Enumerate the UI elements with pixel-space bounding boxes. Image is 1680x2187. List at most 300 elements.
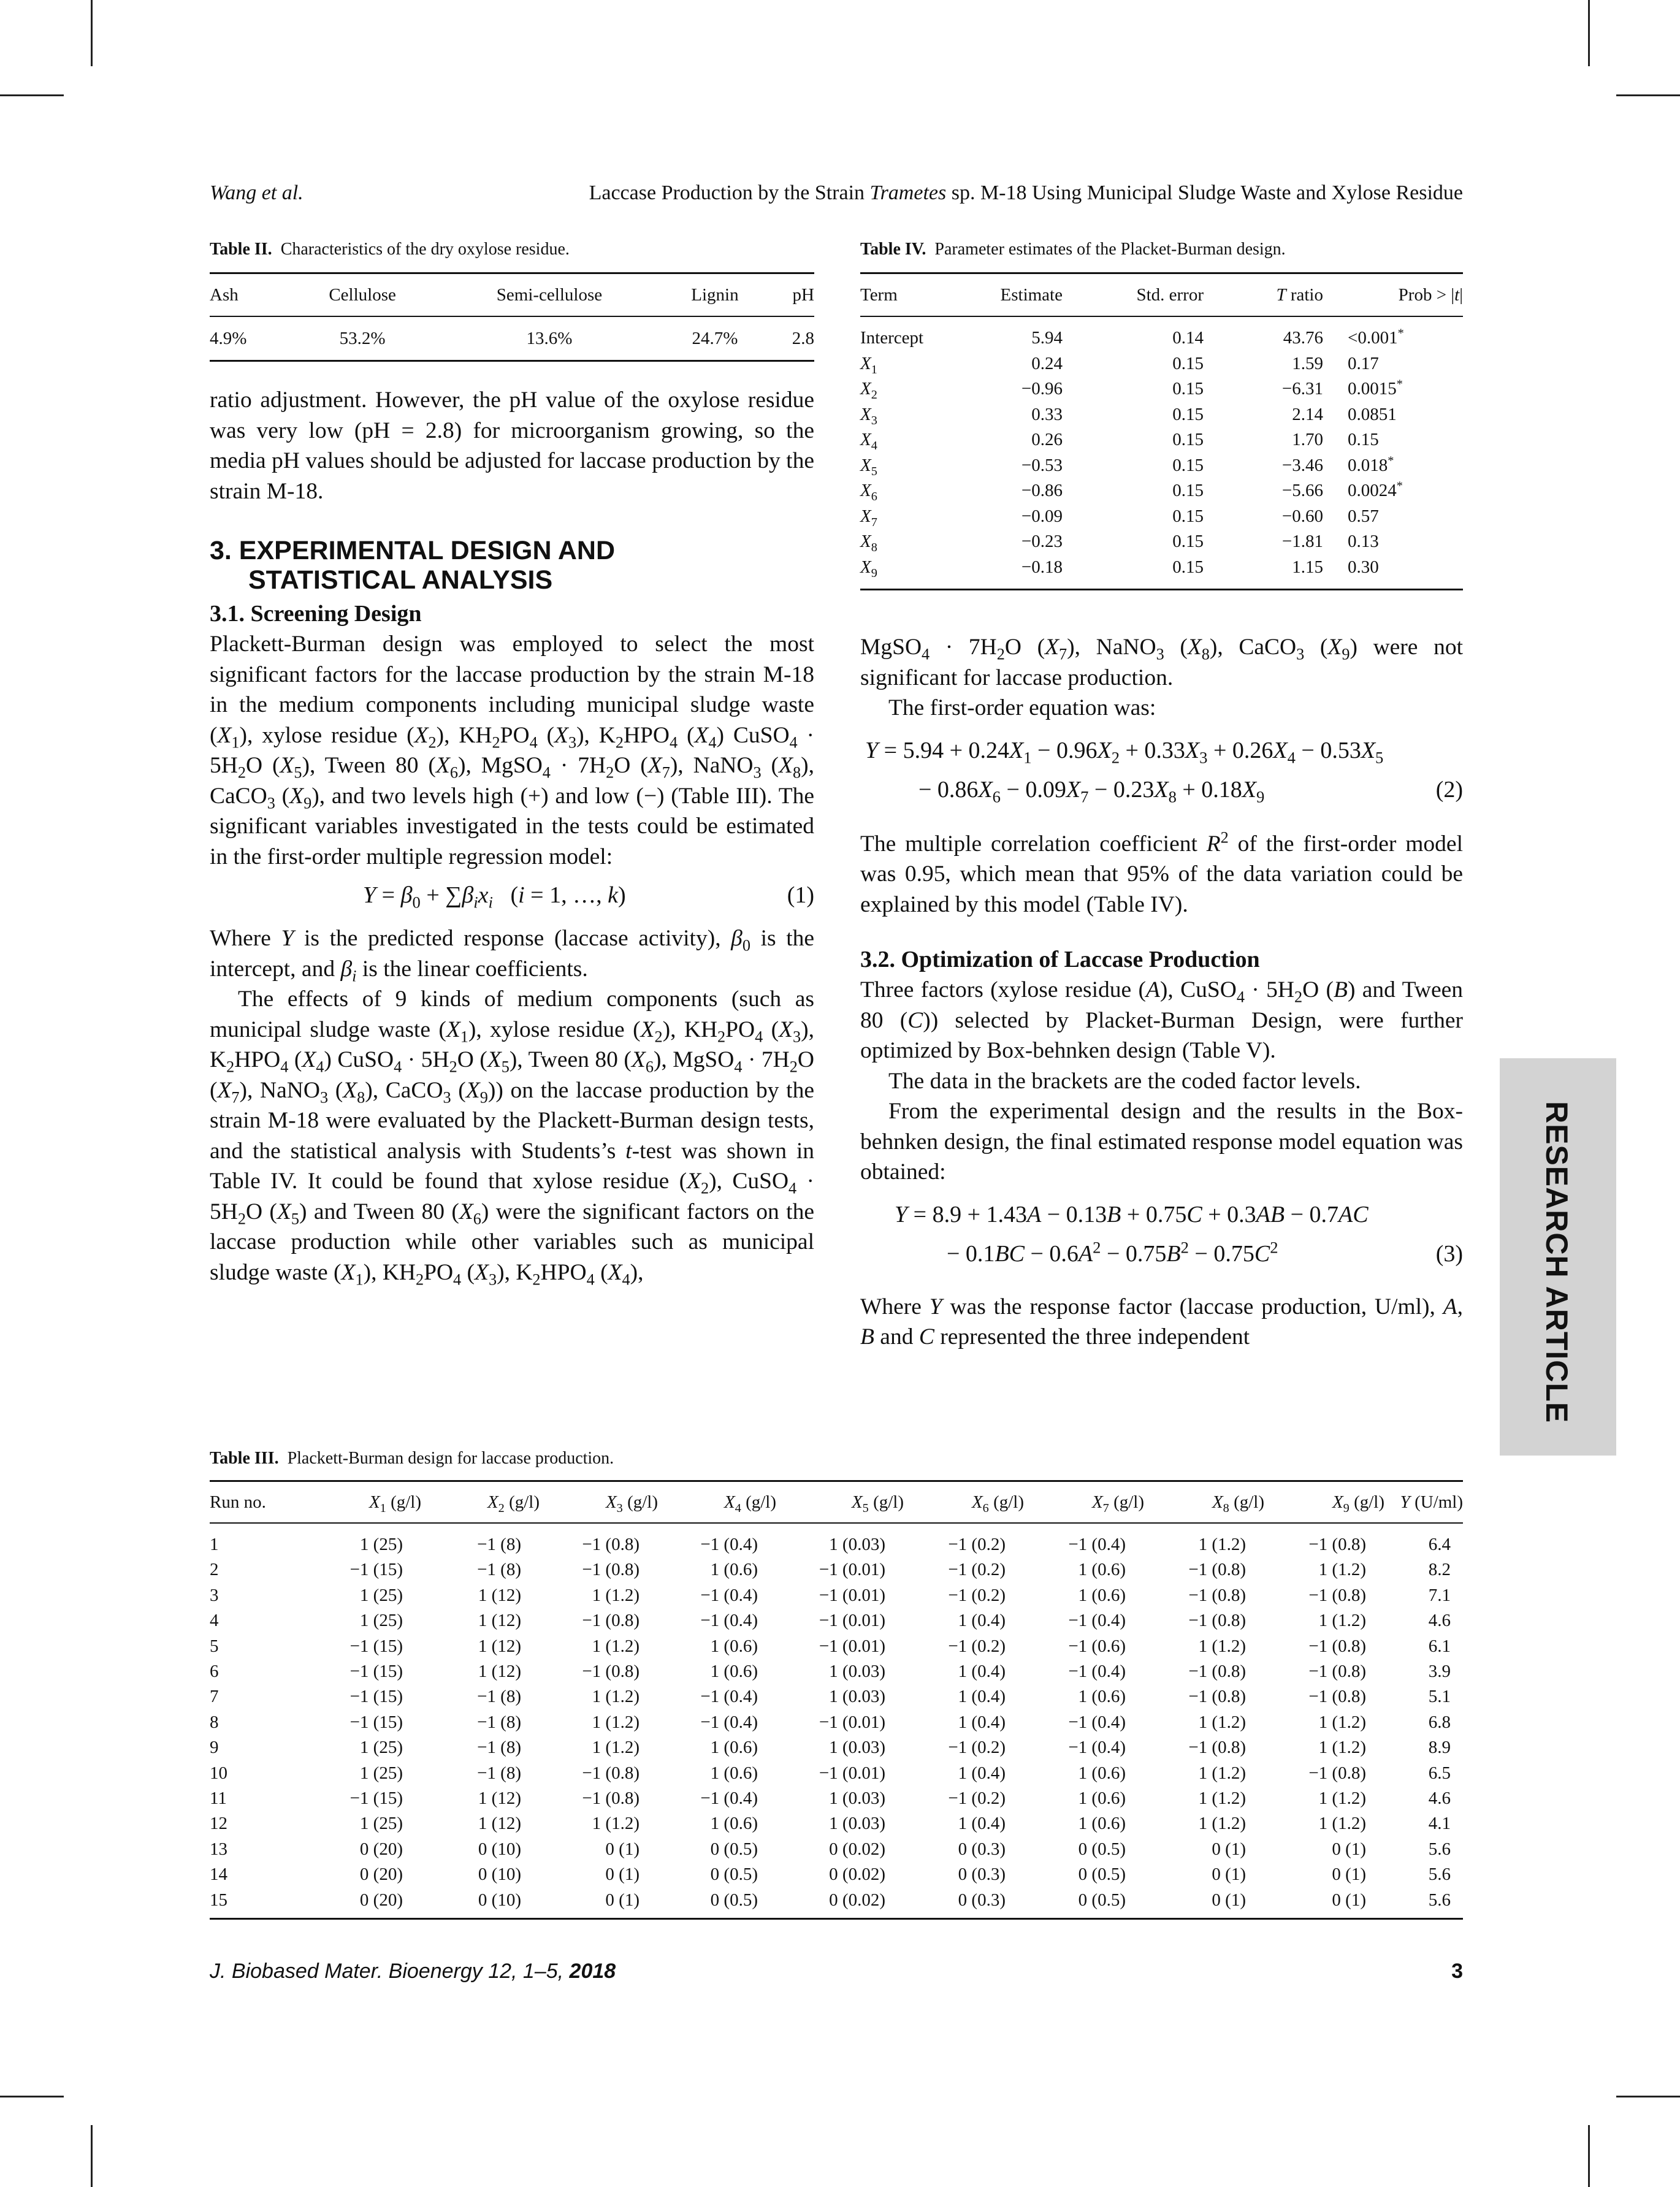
table3-cell: −1 (0.8) — [582, 1611, 640, 1631]
table3-cell: −1 (0.6) — [1068, 1636, 1126, 1656]
table3-cell: 11 — [210, 1788, 227, 1809]
crop-mark — [91, 2125, 93, 2187]
table3-cell: 1 (1.2) — [592, 1814, 640, 1834]
table3-cell: 10 — [210, 1763, 227, 1783]
table3-cell: 1 (1.2) — [1198, 1712, 1246, 1732]
table3-cell: −1 (0.01) — [819, 1611, 885, 1631]
coded-paragraph: The data in the brackets are the coded factor levels. — [888, 1068, 1361, 1094]
table3-col-header: $X_8$ (g/l) — [1212, 1492, 1264, 1515]
table3-cell: 1 (0.4) — [958, 1662, 1006, 1682]
table3-cell: 1 (1.2) — [1318, 1788, 1366, 1809]
page-number: 3 — [1451, 1960, 1463, 1983]
table4-cell: 0.0024* — [1348, 479, 1403, 500]
table3-cell: −1 (0.2) — [948, 1535, 1006, 1554]
table3-cell: 1 (0.4) — [958, 1814, 1006, 1834]
table3-cell: −1 (0.4) — [1068, 1712, 1126, 1732]
table3-cell: 0 (0.3) — [958, 1839, 1006, 1859]
table3-cell: 5.6 — [1428, 1864, 1451, 1885]
table3-header — [210, 1481, 1463, 1524]
table3-cell: 0 (0.3) — [958, 1864, 1006, 1885]
table4-cell: −1.81 — [1281, 532, 1323, 551]
table3-cell: 1 (12) — [478, 1636, 521, 1656]
table2-col-ash: Ash — [210, 284, 239, 305]
right-column — [860, 239, 1463, 1353]
header-title: Laccase Production by the Strain Trametes sp. M-18 Using Municipal Sludge Waste and Xylose Residue — [589, 181, 1463, 204]
table3-cell: 0 (0.5) — [710, 1890, 758, 1910]
table3-cell: −1 (0.2) — [948, 1636, 1006, 1656]
table4-cell: −0.96 — [1021, 379, 1063, 399]
table3 — [210, 1480, 1463, 1920]
table4-cell: $X_6$ — [860, 481, 877, 503]
table3-caption: Table III. Plackett-Burman design for laccase production. — [210, 1449, 614, 1468]
table4-cell: 43.76 — [1283, 328, 1323, 348]
table3-cell: −1 (0.8) — [1188, 1611, 1246, 1631]
screening-paragraph: Plackett-Burman design was employed to select the most significant factors for the laccase production by the strain M-18 in the medium components including municipal sludge waste $(X_1)$, xylose residue $(X_2)$, $KH_2PO_4$ $(X_3)$, $K_2HPO_4$ $(X_4)$ CuSO$_4$ · $5H_2O$ $(X_5)$, Tween 80 $(X_6)$, MgSO$_4$ · $7H_2O$ $(X_7)$, NaNO$_3$ $(X_8)$, CaCO$_3$ $(X_9)$, and two levels high (+) and low (−) (Table III). The significant variables investigated in the tests could be estimated in the first-order multiple regression model: — [210, 632, 814, 869]
table3-cell: 0 (0.02) — [829, 1890, 885, 1910]
header-authors: Wang et al. — [210, 181, 304, 204]
table4-cell: $X_2$ — [860, 379, 877, 402]
table4-row — [860, 453, 1463, 479]
table4-cell: 0.15 — [1172, 481, 1204, 500]
table3-cell: 1 (0.03) — [829, 1814, 885, 1834]
crop-mark — [1588, 2125, 1590, 2187]
table3-cell: 8.9 — [1428, 1738, 1451, 1758]
crop-mark — [1616, 2096, 1680, 2097]
table4-cell: 0.0015* — [1348, 377, 1403, 399]
table3-cell: 1 (12) — [478, 1788, 521, 1809]
table3-cell: −1 (0.8) — [582, 1560, 640, 1580]
table4-cell: 0.13 — [1348, 532, 1379, 551]
equation-3: Y = 8.9 + 1.43A − 0.13B + 0.75C + 0.3AB − 0.7AC − $0.1BC - 0.6A^2 - 0.75B^2 - 0.75C^2$ (3) — [895, 1201, 1463, 1267]
table3-cell: −1 (0.4) — [700, 1535, 758, 1554]
table3-cell: 1 — [210, 1535, 219, 1554]
table3-cell: −1 (0.2) — [948, 1560, 1006, 1580]
table3-col-header: $X_1$ (g/l) — [368, 1492, 421, 1515]
table4-cell: 0.24 — [1031, 353, 1063, 373]
table3-cell: 1 (0.6) — [710, 1560, 758, 1580]
table3-cell: −1 (0.4) — [700, 1712, 758, 1732]
table4-col-stderror: Std. error — [1136, 284, 1204, 305]
table3-cell: 4 — [210, 1611, 219, 1631]
table3-cell: 1 (1.2) — [1198, 1814, 1246, 1834]
table3-cell: 1 (0.03) — [829, 1687, 885, 1707]
table3-cell: 0 (0.5) — [1078, 1864, 1126, 1885]
table3-cell: 0 (0.5) — [710, 1839, 758, 1859]
table3-cell: 1 (0.6) — [1078, 1585, 1126, 1605]
table2-col-cellulose: Cellulose — [329, 284, 396, 305]
table3-cell: 0 (0.02) — [829, 1864, 885, 1885]
table2-cell: 2.8 — [792, 328, 814, 348]
table2-caption: Table II. Characteristics of the dry oxylose residue. — [210, 240, 570, 259]
table3-cell: 0 (1) — [605, 1890, 640, 1910]
table3-cell: 1 (25) — [359, 1535, 403, 1554]
table3-col-header: $X_4$ (g/l) — [724, 1492, 776, 1515]
table3-cell: 1 (1.2) — [1198, 1535, 1246, 1554]
table4-cell: 5.94 — [1031, 328, 1063, 348]
table3-cell: −1 (0.4) — [1068, 1535, 1126, 1554]
table3-cell: 0 (1) — [1212, 1864, 1246, 1885]
table3-cell: 7.1 — [1428, 1585, 1451, 1605]
table3-cell: 1 (0.03) — [829, 1788, 885, 1809]
table3-cell: 5 — [210, 1636, 219, 1656]
table3-cell: 0 (0.5) — [710, 1864, 758, 1885]
table4-cell: 0.0851 — [1348, 404, 1397, 424]
table4-cell: 0.33 — [1031, 404, 1063, 424]
table4-cell: $X_9$ — [860, 557, 877, 580]
right-paragraph-1: MgSO$_4$ · $7H_2O$ $(X_7)$, NaNO$_3$ $(X_8)$, CaCO$_3$ $(X_9)$ were not significant for laccase production. The first-order equation was: — [860, 632, 1463, 723]
table3-cell: 4.6 — [1428, 1611, 1451, 1631]
table3-row — [210, 1608, 1463, 1633]
table4-cell: $X_3$ — [860, 404, 877, 427]
r2-paragraph: The multiple correlation coefficient $R^2$ of the first-order model was 0.95, which mean that 95% of the data variation could be explained by this model (Table IV). — [860, 828, 1463, 917]
table3-cell: −1 (0.2) — [948, 1585, 1006, 1605]
table3-row — [210, 1811, 1463, 1836]
table4-cell: −3.46 — [1281, 455, 1323, 475]
subsection-3-2-heading: 3.2. Optimization of Laccase Production — [860, 947, 1260, 972]
table3-cell: 1 (12) — [478, 1611, 521, 1631]
table3-cell: 3 — [210, 1585, 219, 1605]
footer-journal: J. Biobased Mater. Bioenergy 12, 1–5, 2018 — [210, 1960, 616, 1983]
table3-cell: −1 (0.8) — [1188, 1585, 1246, 1605]
equation-2-number: (2) — [1435, 776, 1463, 803]
table2-cell: 53.2% — [339, 328, 386, 348]
table4-header — [860, 273, 1463, 317]
table2-col-ph: pH — [792, 284, 814, 305]
table3-cell: −1 (0.4) — [1068, 1662, 1126, 1682]
table3-cell: 1 (0.6) — [710, 1636, 758, 1656]
where-paragraph: Where Y is the predicted response (laccase activity), $\beta_0$ is the intercept, and $\beta_i$ is the linear coefficients. The effects of 9 kinds of medium components (such as municipal sludge waste $(X_1)$, xylose residue $(X_2)$, $KH_2PO_4$ $(X_3)$, $K_2HPO_4$ $(X_4)$ CuSO$_4$ · $5H_2O$ $(X_5)$, Tween 80 $(X_6)$, MgSO$_4$ · $7H_2O$ $(X_7)$, NaNO$_3$ $(X_8)$, CaCO$_3$ $(X_9)$) on the laccase production by the strain M-18 were evaluated by the Plackett-Burman design tests, and the statistical analysis with Students’s t-test was shown in Table IV. It could be found that xylose residue $(X_2)$, CuSO$_4$ · $5H_2O$ $(X_5)$ and Tween 80 $(X_6)$ were the significant factors on the laccase production while other variables such as municipal sludge waste $(X_1)$, $KH_2PO_4$ $(X_3)$, $K_2HPO_4$ $(X_4)$, — [210, 926, 815, 1288]
table3-col-header: $X_2$ (g/l) — [487, 1492, 540, 1515]
table3-cell: 5.6 — [1428, 1839, 1451, 1859]
table4-col-estimate: Estimate — [1000, 284, 1063, 305]
table3-cell: 1 (1.2) — [592, 1687, 640, 1707]
table3-cell: 1 (12) — [478, 1662, 521, 1682]
table3-cell: 7 — [210, 1687, 219, 1707]
table3-cell: 0 (0.02) — [829, 1839, 885, 1859]
table4-caption: Table IV. Parameter estimates of the Placket-Burman design. — [860, 240, 1286, 259]
table3-row — [210, 1837, 1463, 1862]
table4-cell: $X_5$ — [860, 455, 877, 478]
table3-cell: 15 — [210, 1890, 227, 1910]
table2-header — [210, 273, 814, 317]
table3-cell: 1 (1.2) — [1318, 1814, 1366, 1834]
table4-cell: 0.57 — [1348, 506, 1379, 526]
research-article-sidebar — [1500, 1058, 1616, 1456]
table3-cell: −1 (0.8) — [1188, 1662, 1246, 1682]
table4-cell: 1.70 — [1292, 430, 1323, 449]
table4-cell: 0.15 — [1172, 455, 1204, 475]
equation-2: $Y = 5.94 + 0.24X_1 - 0.96X_2 + 0.33X_3 + 0.26X_4 - 0.53X_5$ − $0.86X_6 - 0.09X_7 - 0.23X_8 + 0.18X_9$ (2) — [865, 737, 1463, 806]
table4-row — [860, 504, 1463, 530]
table3-cell: 0 (1) — [605, 1839, 640, 1859]
table3-cell: 1 (1.2) — [592, 1585, 640, 1605]
table3-cell: 1 (0.4) — [958, 1687, 1006, 1707]
table3-col-header: Run no. — [210, 1492, 266, 1512]
table3-cell: −1 (0.8) — [1188, 1687, 1246, 1707]
table3-block — [210, 1448, 1463, 1920]
crop-mark — [0, 94, 64, 96]
table3-cell: 1 (0.03) — [829, 1535, 885, 1554]
table2-row — [210, 316, 814, 361]
table4-cell: 0.15 — [1172, 353, 1204, 373]
table3-row — [210, 1523, 1463, 1557]
table3-cell: −1 (0.8) — [1308, 1687, 1366, 1707]
table3-cell: −1 (0.8) — [1308, 1763, 1366, 1783]
table3-cell: 2 — [210, 1560, 219, 1580]
table3-cell: 1 (25) — [359, 1738, 403, 1758]
table4-cell: 0.26 — [1031, 430, 1063, 449]
table3-cell: 8.2 — [1428, 1560, 1451, 1580]
table3-row — [210, 1888, 1463, 1919]
table4-cell: $X_7$ — [860, 506, 877, 529]
table4-row — [860, 351, 1463, 377]
table3-cell: 0 (10) — [478, 1864, 521, 1885]
table4-row — [860, 555, 1463, 590]
table3-cell: 0 (1) — [1332, 1864, 1366, 1885]
sidebar-label: RESEARCH ARTICLE — [1540, 1101, 1574, 1424]
table3-row — [210, 1557, 1463, 1582]
table3-cell: 1 (0.6) — [710, 1814, 758, 1834]
table3-cell: 5.1 — [1428, 1687, 1451, 1707]
table3-cell: 0 (10) — [478, 1839, 521, 1859]
table4-cell: −0.23 — [1021, 532, 1063, 551]
table3-cell: 1 (25) — [359, 1611, 403, 1631]
table3-cell: 1 (0.6) — [1078, 1560, 1126, 1580]
table4-row — [860, 427, 1463, 453]
table3-cell: 1 (0.4) — [958, 1763, 1006, 1783]
table3-cell: −1 (8) — [477, 1687, 521, 1707]
crop-mark — [0, 2096, 64, 2097]
table4-cell: $X_4$ — [860, 430, 877, 452]
table3-cell: 6.1 — [1428, 1636, 1451, 1656]
table3-col-header: $X_6$ (g/l) — [971, 1492, 1024, 1515]
table3-cell: 1 (0.6) — [1078, 1687, 1126, 1707]
table3-col-header: $X_7$ (g/l) — [1091, 1492, 1144, 1515]
table3-cell: −1 (0.4) — [700, 1687, 758, 1707]
table3-cell: 1 (0.6) — [1078, 1788, 1126, 1809]
table3-col-header: $X_9$ (g/l) — [1332, 1492, 1384, 1515]
table3-cell: 0 (20) — [359, 1839, 403, 1859]
table4-row — [860, 478, 1463, 504]
table3-cell: −1 (0.2) — [948, 1788, 1006, 1809]
table3-cell: 1 (25) — [359, 1814, 403, 1834]
table3-cell: 0 (1) — [1332, 1839, 1366, 1859]
table4-cell: −0.09 — [1021, 506, 1063, 526]
table3-cell: 1 (12) — [478, 1814, 521, 1834]
equation-1-number: (1) — [787, 882, 814, 908]
table3-cell: −1 (15) — [349, 1788, 403, 1809]
table3-cell: 0 (1) — [1212, 1839, 1246, 1859]
table3-cell: 0 (20) — [359, 1890, 403, 1910]
table3-cell: 0 (1) — [605, 1864, 640, 1885]
table3-cell: −1 (8) — [477, 1763, 521, 1783]
table4-row — [860, 376, 1463, 402]
table4-cell: −0.86 — [1021, 481, 1063, 500]
table2-col-semicellulose: Semi-cellulose — [496, 284, 603, 305]
table4-col-tratio: T ratio — [1276, 284, 1323, 305]
table3-cell: −1 (8) — [477, 1712, 521, 1732]
table3-cell: 1 (1.2) — [1318, 1712, 1366, 1732]
table3-cell: 8 — [210, 1712, 219, 1732]
table3-cell: 6 — [210, 1662, 219, 1682]
table3-cell: 3.9 — [1428, 1662, 1451, 1682]
table3-cell: −1 (0.01) — [819, 1585, 885, 1605]
table3-cell: 1 (0.4) — [958, 1611, 1006, 1631]
table3-cell: 1 (25) — [359, 1585, 403, 1605]
table3-cell: −1 (15) — [349, 1687, 403, 1707]
table4-cell: −0.18 — [1021, 557, 1063, 577]
table4-cell: 2.14 — [1292, 404, 1323, 424]
table3-cell: 13 — [210, 1839, 227, 1859]
table3-cell: 4.6 — [1428, 1788, 1451, 1809]
table3-row — [210, 1710, 1463, 1735]
table3-cell: 5.6 — [1428, 1890, 1451, 1910]
table3-cell: 9 — [210, 1738, 219, 1758]
box-behnken-paragraph: From the experimental design and the results in the Box-behnken design, the final estimated response model equation was obtained: — [860, 1099, 1463, 1185]
equation-1: $Y = \beta_0 + \sum\beta_ix_i$ (i = 1, …, k) (1) — [363, 882, 814, 912]
table4-cell: <0.001* — [1348, 326, 1404, 348]
table3-row — [210, 1735, 1463, 1760]
subsection-3-1-heading: 3.1. Screening Design — [210, 601, 422, 627]
table3-cell: 1 (1.2) — [1198, 1763, 1246, 1783]
table4-cell: 0.17 — [1348, 353, 1379, 373]
table4-cell: −6.31 — [1281, 379, 1323, 399]
table3-col-header: $X_3$ (g/l) — [605, 1492, 658, 1515]
table4-cell: 0.15 — [1348, 430, 1379, 449]
table3-cell: 0 (1) — [1332, 1890, 1366, 1910]
table3-cell: 6.4 — [1428, 1535, 1451, 1554]
table4-cell: 0.018* — [1348, 453, 1394, 475]
table3-cell: 1 (1.2) — [1318, 1738, 1366, 1758]
table4-cell: Intercept — [860, 328, 924, 348]
table3-cell: 1 (1.2) — [592, 1712, 640, 1732]
table3-cell: −1 (8) — [477, 1738, 521, 1758]
table3-cell: −1 (0.8) — [582, 1662, 640, 1682]
table3-cell: −1 (0.01) — [819, 1636, 885, 1656]
page-footer — [210, 1960, 1463, 1990]
table3-cell: −1 (0.4) — [700, 1585, 758, 1605]
table4-col-prob: Prob > |t| — [1398, 284, 1463, 305]
table3-cell: −1 (0.8) — [582, 1763, 640, 1783]
table3-cell: 1 (1.2) — [1318, 1611, 1366, 1631]
table2-cell: 13.6% — [526, 328, 573, 348]
table3-row — [210, 1786, 1463, 1811]
equation-3-number: (3) — [1435, 1240, 1463, 1267]
table3-cell: −1 (0.4) — [700, 1788, 758, 1809]
left-column — [210, 239, 814, 1288]
first-order-label: The first-order equation was: — [888, 695, 1156, 720]
table3-cell: 1 (0.03) — [829, 1662, 885, 1682]
table3-cell: −1 (0.4) — [1068, 1611, 1126, 1631]
table3-cell: −1 (0.8) — [1188, 1738, 1246, 1758]
table3-cell: −1 (0.01) — [819, 1560, 885, 1580]
table3-cell: −1 (15) — [349, 1560, 403, 1580]
table3-row — [210, 1659, 1463, 1684]
table3-cell: −1 (0.4) — [1068, 1738, 1126, 1758]
running-header — [210, 181, 1463, 212]
table3-cell: 12 — [210, 1814, 227, 1834]
table4-row — [860, 529, 1463, 555]
table4-cell: 0.15 — [1172, 430, 1204, 449]
table4-cell: 0.15 — [1172, 557, 1204, 577]
table4-cell: 0.15 — [1172, 532, 1204, 551]
table3-cell: 0 (0.5) — [1078, 1890, 1126, 1910]
table3-cell: 4.1 — [1428, 1814, 1451, 1834]
table3-cell: 6.8 — [1428, 1712, 1451, 1732]
table3-cell: −1 (15) — [349, 1636, 403, 1656]
table4-cell: 0.14 — [1172, 328, 1204, 348]
table4-cell: 1.59 — [1292, 353, 1323, 373]
table3-cell: −1 (0.8) — [1308, 1585, 1366, 1605]
table3-cell: 1 (0.6) — [710, 1662, 758, 1682]
table4-cell: 1.15 — [1292, 557, 1323, 577]
right-last-paragraph: Where Y was the response factor (laccase production, U/ml), A, B and C represented the three independent — [860, 1294, 1464, 1349]
table3-cell: 0 (0.3) — [958, 1890, 1006, 1910]
table4-cell: −0.53 — [1021, 455, 1063, 475]
table4-cell: $X_8$ — [860, 532, 877, 554]
table3-row — [210, 1862, 1463, 1887]
table4 — [860, 272, 1463, 590]
table3-row — [210, 1761, 1463, 1786]
table3-cell: −1 (8) — [477, 1560, 521, 1580]
table3-col-header: Y (U/ml) — [1400, 1492, 1463, 1512]
table3-cell: −1 (0.2) — [948, 1738, 1006, 1758]
table3-cell: −1 (15) — [349, 1712, 403, 1732]
table4-cell: −0.60 — [1281, 506, 1323, 526]
table3-cell: 0 (10) — [478, 1890, 521, 1910]
table3-cell: −1 (0.01) — [819, 1712, 885, 1732]
table3-cell: −1 (0.8) — [582, 1788, 640, 1809]
table3-cell: 1 (1.2) — [1318, 1560, 1366, 1580]
table3-cell: −1 (0.8) — [1308, 1636, 1366, 1656]
table4-cell: −5.66 — [1281, 481, 1323, 500]
table3-cell: 0 (0.5) — [1078, 1839, 1126, 1859]
crop-mark — [1616, 94, 1680, 96]
table3-cell: 1 (0.6) — [710, 1738, 758, 1758]
table4-cell: $X_1$ — [860, 353, 877, 376]
table3-cell: 1 (1.2) — [592, 1636, 640, 1656]
table4-cell: 0.15 — [1172, 379, 1204, 399]
left-paragraph-1: ratio adjustment. However, the pH value of the oxylose residue was very low (pH = 2.8) for microorganism growing, so the media pH values should be adjusted for laccase production by the strain M-18. — [210, 387, 814, 504]
table3-cell: −1 (0.8) — [582, 1535, 640, 1554]
table3-cell: 1 (0.6) — [710, 1763, 758, 1783]
crop-mark — [91, 0, 93, 66]
crop-mark — [1588, 0, 1590, 66]
table3-cell: −1 (0.01) — [819, 1763, 885, 1783]
table2-cell: 4.9% — [210, 328, 247, 348]
table3-cell: −1 (0.8) — [1308, 1535, 1366, 1554]
table3-cell: −1 (0.4) — [700, 1611, 758, 1631]
table3-cell: −1 (15) — [349, 1662, 403, 1682]
table2-cell: 24.7% — [692, 328, 738, 348]
table3-cell: 1 (12) — [478, 1585, 521, 1605]
table3-cell: 1 (1.2) — [1198, 1788, 1246, 1809]
optimization-paragraph: Three factors (xylose residue (A), CuSO$_4$ · $5H_2O$ (B) and Tween 80 (C)) selected by Placket-Burman Design, were further optimized by Box-behnken design (Table V). The data in the brackets are the coded factor levels. From the experimental design and the results in the Box-behnken design, the final estimated response model equation was obtained: — [860, 975, 1463, 1188]
table4-cell: 0.15 — [1172, 404, 1204, 424]
table3-cell: 0 (1) — [1212, 1890, 1246, 1910]
table3-row — [210, 1684, 1463, 1709]
table3-cell: 1 (1.2) — [1198, 1636, 1246, 1656]
table3-cell: 1 (0.6) — [1078, 1814, 1126, 1834]
table3-cell: 14 — [210, 1864, 227, 1885]
table4-row — [860, 316, 1463, 351]
table4-row — [860, 402, 1463, 428]
table3-cell: 0 (20) — [359, 1864, 403, 1885]
table3-row — [210, 1634, 1463, 1659]
table3-cell: −1 (0.8) — [1308, 1662, 1366, 1682]
table2-col-lignin: Lignin — [691, 284, 739, 305]
section-3-heading: 3. EXPERIMENTAL DESIGN AND STATISTICAL ANALYSIS — [210, 536, 616, 595]
